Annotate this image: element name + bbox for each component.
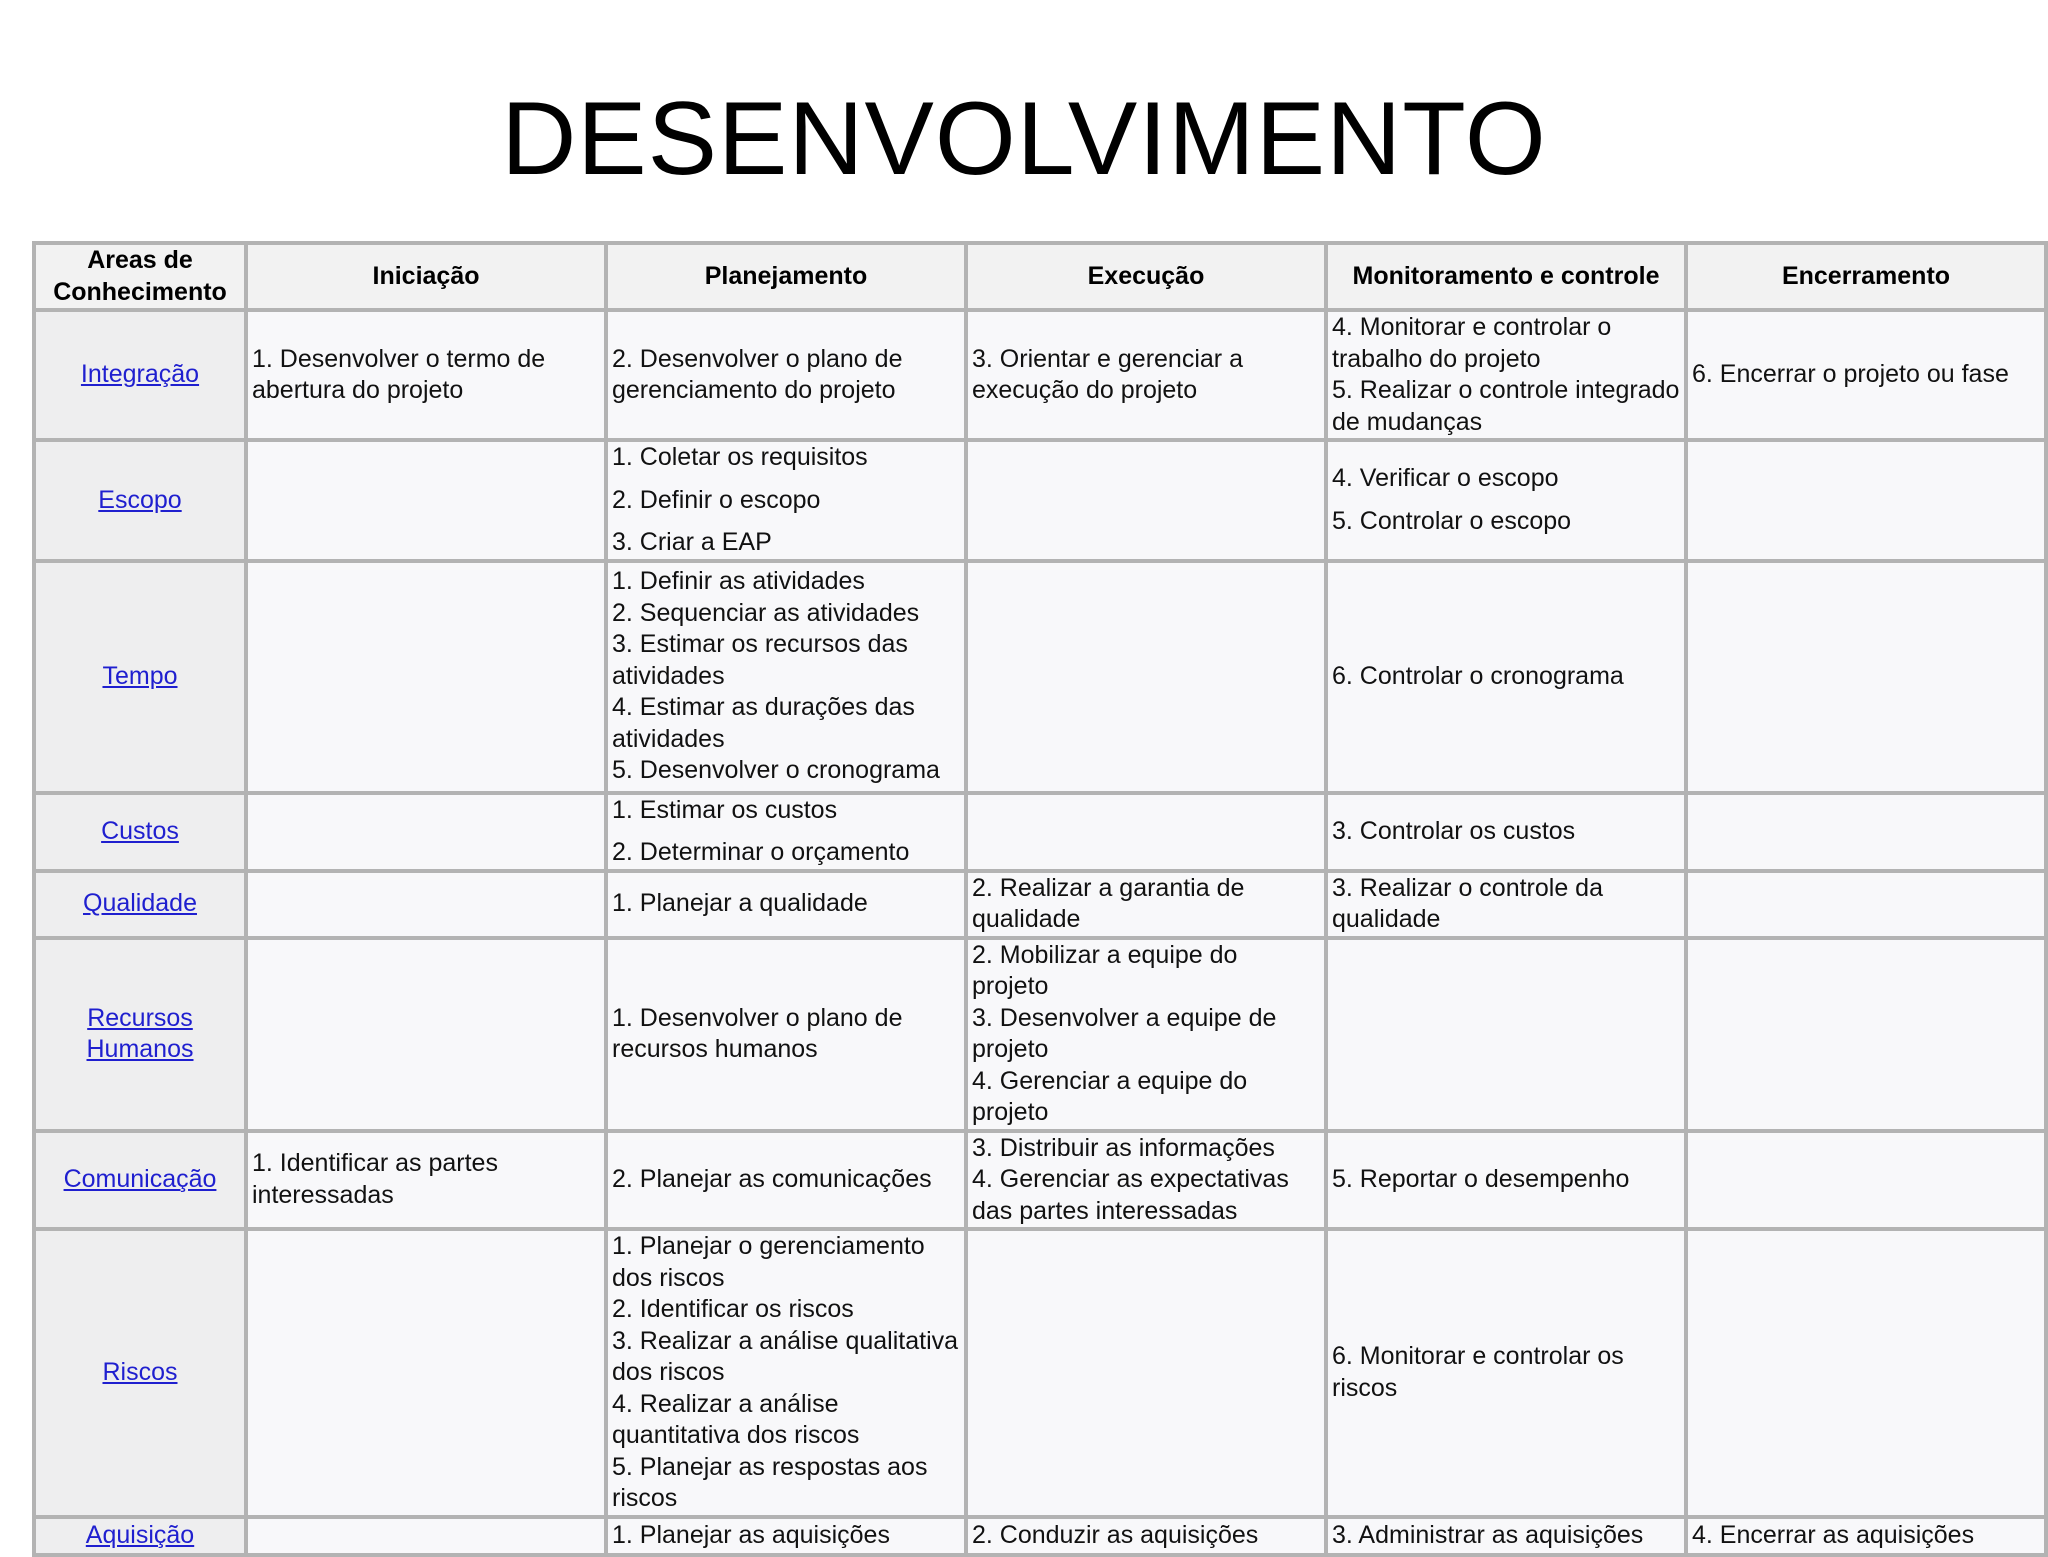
process-item: 4. Encerrar as aquisições: [1692, 1520, 1975, 1549]
process-item: 6. Monitorar e controlar os riscos: [1332, 1342, 1624, 1402]
header-row: [34, 243, 2046, 310]
area-cell: [34, 1131, 246, 1230]
closing-cell: [1686, 440, 2046, 561]
process-item: 1. Planejar o gerenciamento dos riscos: [612, 1232, 925, 1292]
area-cell: [34, 440, 246, 561]
process-item: 1. Planejar as aquisições: [612, 1520, 890, 1549]
initiation-cell: [246, 1229, 606, 1517]
process-item: 5. Realizar o controle integrado de mudanças: [1332, 376, 1680, 436]
area-link[interactable]: Qualidade: [83, 889, 197, 918]
closing-cell: [1686, 938, 2046, 1131]
planning-cell: [606, 793, 966, 871]
process-item: 2. Realizar a garantia de qualidade: [972, 873, 1245, 933]
execution-cell: [966, 938, 1326, 1131]
process-item: 6. Encerrar o projeto ou fase: [1692, 360, 2009, 389]
area-cell: [34, 310, 246, 440]
area-cell: [34, 1229, 246, 1517]
closing-cell: [1686, 871, 2046, 938]
closing-cell: [1686, 793, 2046, 871]
table-row: [34, 938, 2046, 1131]
process-item: 1. Identificar as partes interessadas: [252, 1149, 498, 1209]
process-item: 1. Planejar a qualidade: [612, 889, 868, 918]
header-areas: Areas de Conhecimento: [34, 243, 246, 310]
process-item: 4. Verificar o escopo: [1332, 464, 1559, 493]
process-matrix-table: [32, 241, 2048, 1557]
area-cell: [34, 938, 246, 1131]
process-item: 2. Identificar os riscos: [612, 1295, 854, 1323]
table-row: [34, 871, 2046, 938]
monitoring-cell: [1326, 793, 1686, 871]
header-closing: Encerramento: [1686, 243, 2046, 310]
area-link[interactable]: Riscos: [102, 1358, 178, 1386]
process-item: 3. Estimar os recursos das atividades: [612, 630, 908, 690]
process-item: 2. Mobilizar a equipe do projeto: [972, 940, 1238, 1000]
closing-cell: [1686, 1131, 2046, 1230]
initiation-cell: [246, 561, 606, 793]
process-item: 3. Distribuir as informações: [972, 1133, 1275, 1162]
process-item: 5. Reportar o desempenho: [1332, 1165, 1630, 1193]
process-item: 2. Planejar as comunicações: [612, 1165, 932, 1193]
area-link[interactable]: Escopo: [98, 485, 182, 514]
planning-cell: [606, 938, 966, 1131]
area-link[interactable]: Aquisição: [85, 1520, 195, 1549]
process-item: 3. Orientar e gerenciar a execução do projeto: [972, 344, 1243, 404]
table-row: [34, 1229, 2046, 1517]
process-item: 5. Desenvolver o cronograma: [612, 756, 940, 785]
monitoring-cell: [1326, 938, 1686, 1131]
planning-cell: [606, 440, 966, 561]
process-item: 3. Controlar os custos: [1332, 816, 1576, 845]
area-link[interactable]: Comunicação: [63, 1165, 217, 1193]
process-item: 4. Monitorar e controlar o trabalho do projeto: [1332, 313, 1612, 373]
area-cell: [34, 871, 246, 938]
process-item: 6. Controlar o cronograma: [1332, 661, 1624, 690]
execution-cell: [966, 1229, 1326, 1517]
initiation-cell: [246, 310, 606, 440]
process-item: 3. Desenvolver a equipe de projeto: [972, 1003, 1277, 1063]
initiation-cell: [246, 1131, 606, 1230]
execution-cell: [966, 440, 1326, 561]
process-item: 3. Criar a EAP: [612, 528, 772, 556]
monitoring-cell: [1326, 440, 1686, 561]
planning-cell: [606, 1131, 966, 1230]
initiation-cell: [246, 440, 606, 561]
monitoring-cell: [1326, 561, 1686, 793]
header-execution: Execução: [966, 243, 1326, 310]
process-item: 2. Definir o escopo: [612, 485, 821, 514]
header-monitoring: Monitoramento e controle: [1326, 243, 1686, 310]
process-item: 4. Gerenciar a equipe do projeto: [972, 1066, 1248, 1126]
area-link[interactable]: Custos: [101, 816, 179, 845]
process-item: 3. Administrar as aquisições: [1332, 1520, 1644, 1549]
process-item: 2. Sequenciar as atividades: [612, 598, 920, 627]
execution-cell: [966, 871, 1326, 938]
planning-cell: [606, 561, 966, 793]
process-item: 1. Estimar os custos: [612, 795, 838, 824]
execution-cell: [966, 310, 1326, 440]
process-item: 2. Conduzir as aquisições: [972, 1520, 1259, 1549]
process-item: 3. Realizar o controle da qualidade: [1332, 873, 1603, 933]
header-initiation: Iniciação: [246, 243, 606, 310]
process-item: 2. Determinar o orçamento: [612, 838, 910, 866]
process-item: 3. Realizar a análise qualitativa dos riscos: [612, 1326, 959, 1386]
process-item: 1. Desenvolver o termo de abertura do projeto: [252, 344, 546, 404]
monitoring-cell: [1326, 1131, 1686, 1230]
process-item: 4. Realizar a análise quantitativa dos riscos: [612, 1389, 860, 1449]
area-link[interactable]: Tempo: [102, 661, 178, 690]
closing-cell: [1686, 561, 2046, 793]
slide-title: DESENVOLVIMENTO: [501, 81, 1547, 197]
monitoring-cell: [1326, 871, 1686, 938]
header-planning: Planejamento: [606, 243, 966, 310]
closing-cell: [1686, 1229, 2046, 1517]
process-item: 1. Desenvolver o plano de recursos humanos: [612, 1003, 903, 1063]
execution-cell: [966, 561, 1326, 793]
process-item: 1. Coletar os requisitos: [612, 443, 868, 471]
process-item: 4. Estimar as durações das atividades: [612, 693, 915, 753]
execution-cell: [966, 1131, 1326, 1230]
table-row: [34, 440, 2046, 561]
table-row: [34, 310, 2046, 440]
process-item: 2. Desenvolver o plano de gerenciamento do projeto: [612, 344, 903, 404]
process-item: 5. Controlar o escopo: [1332, 506, 1572, 535]
planning-cell: [606, 871, 966, 938]
table-row: [34, 793, 2046, 871]
table-row: [34, 561, 2046, 793]
process-item: 4. Gerenciar as expectativas das partes interessadas: [972, 1165, 1289, 1225]
execution-cell: [966, 793, 1326, 871]
monitoring-cell: [1326, 1229, 1686, 1517]
planning-cell: [606, 1229, 966, 1517]
area-link[interactable]: Integração: [80, 360, 200, 389]
initiation-cell: [246, 793, 606, 871]
initiation-cell: [246, 871, 606, 938]
monitoring-cell: [1326, 310, 1686, 440]
planning-cell: [606, 310, 966, 440]
area-cell: [34, 793, 246, 871]
initiation-cell: [246, 938, 606, 1131]
process-item: 1. Definir as atividades: [612, 567, 865, 596]
area-link[interactable]: Recursos Humanos: [86, 1003, 194, 1063]
closing-cell: [1686, 310, 2046, 440]
process-item: 5. Planejar as respostas aos riscos: [612, 1452, 928, 1512]
area-cell: [34, 561, 246, 793]
table-row: [34, 1131, 2046, 1230]
